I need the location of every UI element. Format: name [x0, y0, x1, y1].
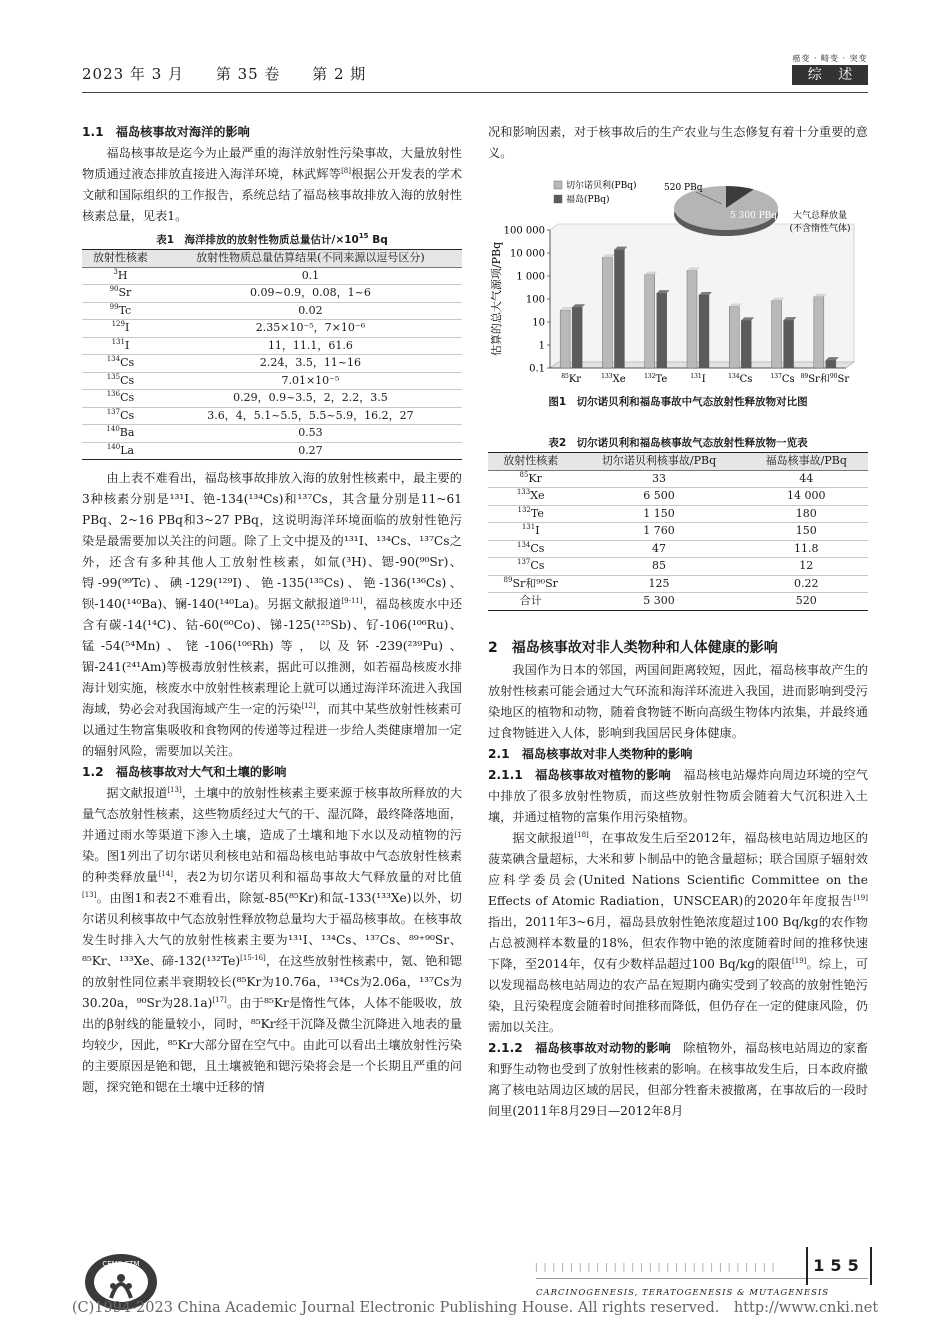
right-column-bottom [488, 634, 868, 1122]
page-number: 155 [806, 1247, 872, 1285]
table2-chernobyl-value: 5 300 [573, 593, 744, 611]
y-tick-label: 1 [538, 340, 545, 352]
y-tick-label: 100 000 [503, 225, 545, 237]
bar-fukushima [784, 320, 794, 368]
legend-swatch [554, 195, 562, 203]
bar-chernobyl [560, 310, 570, 368]
table2-block [488, 430, 868, 611]
journal-name-top: ▏▏▏▏▏▏▏▏▏▏▏▏▏▏▏▏▏▏▏▏▏▏▏▏▏▏▏▏ [536, 1263, 782, 1272]
legend-label: 切尔诺贝利(PBq) [566, 181, 637, 191]
paragraph-continued: 况和影响因素，对于核事故后的生产农业与生态修复有着十分重要的意义。 [488, 125, 868, 160]
x-tick-label: $^{132}$Te [644, 373, 668, 385]
bar-chernobyl [729, 307, 739, 368]
table1-row [82, 355, 462, 373]
table1-row [82, 425, 462, 443]
heading-2-1: 2.1 福岛核事故对非人类物种的影响 [488, 747, 693, 761]
paragraph-1-1: 福岛核事故是迄今为止最严重的海洋放射性污染事故，大量放射性物质通过液态排放直接进入海洋环境，林武辉等[8]根据公开发表的学术文献和国际组织的工作报告，系统总结了福岛核事故排放入海的放射性核素总量，见表1。 [82, 146, 463, 223]
paragraph-2-1-1b: 据文献报道[18]，在事故发生后至2012年，福岛核电站周边地区的菠菜碘含量超标，大米和萝卜制品中的铯含量超标；联合国原子辐射效应科学委员会(United Nations Scientific Committee on the Effects of Atomic Radiation，UNSCEAR)的2020年年度报告[19]指出，2011年3~6月，福岛县放射性铯浓度超过100 Bq/kg的农作物占总被测样本数量的18%，但农作物中铯的浓度随着时间的推移快速下降，至2014年，仅有少数样品超过100 Bq/kg的限值[19]。综上，可以发现福岛核电站周边的农产品在短期内确实受到了较高的放射性铯污染，且污染程度会随着时间推移而降低，但仍存在一定的健康风险，仍需加以关注。 [488, 831, 869, 1034]
copyright-notice: (C)1994-2023 China Academic Journal Electronic Publishing House. All rights reserved. http://www.cnki.net [71, 1300, 879, 1316]
heading-2: 2 福岛核事故对非人类物种和人体健康的影响 [488, 640, 778, 656]
bar-fukushima [572, 307, 582, 368]
table2-nuclide: $^{132}$Te [488, 505, 573, 523]
bar-fukushima [699, 295, 709, 368]
table2-chernobyl-value: 33 [573, 470, 744, 488]
figure1-chart [488, 178, 868, 410]
left-column [82, 122, 462, 1098]
table2-nuclide: $^{89}$Sr和⁹⁰Sr [488, 575, 573, 593]
table1-nuclide: $^{140}$La [82, 442, 159, 460]
table1-caption: 表1 海洋排放的放射性物质总量估计$/\times 10^{15}$ Bq [156, 232, 388, 246]
table2-nuclide: $^{85}$Kr [488, 470, 573, 488]
bar-chernobyl [687, 270, 697, 368]
table2-header-chernobyl: 切尔诺贝利核事故/PBq [573, 453, 744, 471]
table2-fukushima-value: 14 000 [745, 488, 868, 506]
table1 [82, 249, 462, 460]
table2-row [488, 470, 868, 488]
table2-fukushima-value: 12 [745, 558, 868, 576]
running-header [82, 64, 392, 85]
section-marker [792, 54, 868, 85]
table1-nuclide: $^{134}$Cs [82, 355, 159, 373]
table2-fukushima-value: 520 [745, 593, 868, 611]
table1-nuclide: $^{129}$I [82, 320, 159, 338]
table1-header-nuclide: 放射性核素 [82, 250, 159, 268]
legend-label: 福岛(PBq) [566, 195, 610, 205]
header-rule [82, 92, 868, 93]
y-tick-label: 1 000 [516, 271, 545, 283]
issue-number: 第 2 期 [312, 65, 367, 83]
bar-chernobyl [645, 275, 655, 368]
table2-chernobyl-value: 1 760 [573, 523, 744, 541]
paragraph-2-1-2: 2.1.2 福岛核事故对动物的影响 除植物外，福岛核电站周边的家畜和野生动物也受到了放射性核素的影响。在核事故发生后，日本政府撤离了核电站周边区域的居民，但部分牲畜未被撤离，在事故后的一段时间里(2011年8月29日—2012年8月 [488, 1041, 869, 1118]
table2-fukushima-value: 11.8 [745, 540, 868, 558]
table1-amount: 0.53 [159, 425, 462, 443]
table1-row [82, 372, 462, 390]
bar-fukushima [741, 320, 751, 368]
pie-label-chernobyl: 5 300 PBq [730, 211, 778, 221]
table2-fukushima-value: 150 [745, 523, 868, 541]
table1-row [82, 390, 462, 408]
table1-amount: 0.1 [159, 267, 462, 285]
table2-row [488, 488, 868, 506]
x-tick-label: $^{85}$Kr [561, 373, 582, 385]
table1-amount: 0.02 [159, 302, 462, 320]
section-label: 综 述 [792, 65, 868, 85]
table1-amount: 0.09~0.9，0.08，1~6 [159, 285, 462, 303]
y-tick-label: 100 [525, 294, 545, 306]
table1-row [82, 337, 462, 355]
table1-nuclide: $^{90}$Sr [82, 285, 159, 303]
table1-row [82, 407, 462, 425]
table1-nuclide: $^3$H [82, 267, 159, 285]
bar-chernobyl [772, 301, 782, 368]
table1-row [82, 285, 462, 303]
heading-1-2: 1.2 福岛核事故对大气和土壤的影响 [82, 765, 287, 779]
table2-nuclide: $^{134}$Cs [488, 540, 573, 558]
table1-amount: 7.01×10⁻⁵ [159, 372, 462, 390]
paragraph-1-2: 据文献报道[13]，土壤中的放射性核素主要来源于核事故所释放的大量气态放射性核素，这些物质经过大气的干、湿沉降，最终降落地面，并通过雨水等渠道下渗入土壤，造成了土壤和地下水以及动植物的污染。图1列出了切尔诺贝利核电站和福岛核电站事故中气态放射性核素的种类释放量[14]，表2为切尔诺贝利和福岛事故大气释放量的对比值[13]。由图1和表2不难看出，除氪-85(⁸⁵Kr)和氙-133(¹³³Xe)以外，切尔诺贝利核事故中气态放射性释放物总量均大于福岛核事故。在核事故发生时排入大气的放射性核素主要为¹³¹I、¹³⁴Cs、¹³⁷Cs、⁸⁹⁺⁹⁰Sr、⁸⁵Kr、¹³³Xe、碲-132(¹³²Te)[15-16]，在这些放射性核素中，氪、铯和锶的放射性同位素半衰期较长(⁸⁵Kr为10.76a，¹³⁴Cs为2.06a，¹³⁷Cs为30.20a，⁹⁰Sr为28.1a)[17]。由于⁸⁵Kr是惰性气体，人体不能吸收，放出的β射线的能量较小，同时，⁸⁵Kr经干沉降及微尘沉降进入地表的量均较少，因此，⁸⁵Kr大部分留在空气中。由此可以看出土壤放射性污染的主要原因是铯和锶，且土壤被铯和锶污染将会是一个长期且严重的问题，探究铯和锶在土壤中迁移的情 [82, 786, 463, 1094]
heading-1-1: 1.1 福岛核事故对海洋的影响 [82, 125, 250, 139]
right-column-top [488, 122, 868, 164]
table1-row [82, 320, 462, 338]
table2-caption: 表2 切尔诺贝利和福岛核事故气态放射性释放物一览表 [548, 437, 808, 449]
table2-row [488, 575, 868, 593]
pie-subtitle: (不含惰性气体) [789, 224, 851, 234]
table2 [488, 452, 868, 611]
table1-amount: 3.6，4，5.1~5.5，5.5~5.9，16.2，27 [159, 407, 462, 425]
table2-nuclide: 合计 [488, 593, 573, 611]
table2-nuclide: $^{133}$Xe [488, 488, 573, 506]
table1-amount: 0.27 [159, 442, 462, 460]
table2-row [488, 540, 868, 558]
x-tick-label: $^{89}$Sr和$^{90}$Sr [800, 373, 850, 385]
table2-chernobyl-value: 6 500 [573, 488, 744, 506]
table2-nuclide: $^{137}$Cs [488, 558, 573, 576]
bar-fukushima [826, 360, 836, 368]
paragraph-2: 我国作为日本的邻国，两国间距离较短，因此，福岛核事故产生的放射性核素可能会通过大气环流和海洋环流进入我国，进而影响到受污染地区的植物和动物，随着食物链不断向高级生物体内浓集，并最终通过食物链进入人体，影响到我国居民身体健康。 [488, 663, 868, 740]
table2-header-nuclide: 放射性核素 [488, 453, 573, 471]
table2-fukushima-value: 180 [745, 505, 868, 523]
table2-chernobyl-value: 125 [573, 575, 744, 593]
y-tick-label: 10 000 [510, 248, 545, 260]
table1-nuclide: $^{137}$Cs [82, 407, 159, 425]
bar-chernobyl [814, 297, 824, 368]
y-axis-label: 估算的总大气源项/PBq [490, 241, 503, 357]
table1-amount: 0.29，0.9~3.5，2，2.2，3.5 [159, 390, 462, 408]
table2-fukushima-value: 44 [745, 470, 868, 488]
journal-name: CARCINOGENESIS, TERATOGENESIS & MUTAGENESIS [536, 1288, 830, 1298]
legend-swatch [554, 181, 562, 189]
pie-title: 大气总释放量 [792, 211, 848, 221]
x-tick-label: $^{137}$Cs [770, 373, 795, 385]
y-tick-label: 0.1 [529, 363, 545, 375]
paragraph-1-1-discussion: 由上表不难看出，福岛核事故排放入海的放射性核素中，最主要的3种核素分别是¹³¹I、铯-134(¹³⁴Cs)和¹³⁷Cs，其含量分别是11~61 PBq、2~16 PBq和3~27 PBq，这说明海洋环境面临的放射性铯污染是最需要加以关注的问题。除了上文中提及的¹³¹I、¹³⁴Cs、¹³⁷Cs之外，还含有多种其他人工放射性核素，如氚(³H)、锶-90(⁹⁰Sr)、锝-99(⁹⁹Tc)、碘-129(¹²⁹I)、铯-135(¹³⁵Cs)、铯-136(¹³⁶Cs)、钡-140(¹⁴⁰Ba)、镧-140(¹⁴⁰La)。另据文献报道[9-11]，福岛核废水中还含有碳-14(¹⁴C)、钴-60(⁶⁰Co)、锑-125(¹²⁵Sb)、钌-106(¹⁰⁶Ru)、锰-54(⁵⁴Mn)、铑-106(¹⁰⁶Rh)等，以及钚-239(²³⁹Pu)、镅-241(²⁴¹Am)等极毒放射性核素，据此可以推测，如若福岛核废水排海计划实施，核废水中放射性核素理论上就可以通过海洋环流进入我国海域，势必会对我国海域产生一定的污染[12]，而其中某些放射性核素可以通过生物富集吸收和食物网的传递等过程进一步给人类健康增加一定的辐射风险，需要加以关注。 [82, 471, 463, 758]
bar-fukushima [657, 293, 667, 368]
paragraph-2-1-1: 2.1.1 福岛核事故对植物的影响 福岛核电站爆炸向周边环境的空气中排放了很多放射性物质，而这些放射性物质会随着大气沉积进入土壤，并通过植物的富集作用污染植物。 [488, 768, 869, 824]
table2-nuclide: $^{131}$I [488, 523, 573, 541]
x-tick-label: $^{133}$Xe [601, 373, 626, 385]
bar-chernobyl [602, 257, 612, 368]
x-tick-label: $^{131}$I [690, 373, 706, 385]
table2-chernobyl-value: 47 [573, 540, 744, 558]
section-tags: 癌变 · 畸变 · 突变 [792, 54, 868, 63]
logo-text: CEMS·CTM [102, 1260, 140, 1268]
table2-row [488, 523, 868, 541]
table2-chernobyl-value: 1 150 [573, 505, 744, 523]
table1-row [82, 267, 462, 285]
table2-row [488, 558, 868, 576]
table2-row [488, 593, 868, 611]
table2-header-fukushima: 福岛核事故/PBq [745, 453, 868, 471]
table1-nuclide: $^{131}$I [82, 337, 159, 355]
y-tick-label: 10 [532, 317, 545, 329]
table1-amount: 11，11.1，61.6 [159, 337, 462, 355]
figure1-caption: 图1 切尔诺贝利和福岛事故中气态放射性释放物对比图 [548, 396, 808, 408]
bar-fukushima [614, 250, 624, 368]
issue-volume: 第 35 卷 [215, 65, 281, 83]
table2-row [488, 505, 868, 523]
table1-nuclide: $^{136}$Cs [82, 390, 159, 408]
issue-date: 2023 年 3 月 [82, 65, 185, 83]
table1-nuclide: $^{135}$Cs [82, 372, 159, 390]
table1-nuclide: $^{140}$Ba [82, 425, 159, 443]
table1-row [82, 442, 462, 460]
pie-label-fukushima: 520 PBq [664, 183, 703, 193]
table1-nuclide: $^{99}$Tc [82, 302, 159, 320]
table1-amount: 2.24，3.5，11~16 [159, 355, 462, 373]
table1-row [82, 302, 462, 320]
table2-fukushima-value: 0.22 [745, 575, 868, 593]
table1-amount: 2.35×10⁻⁵，7×10⁻⁶ [159, 320, 462, 338]
table1-header-amount: 放射性物质总量估算结果(不同来源以逗号区分) [159, 250, 462, 268]
x-tick-label: $^{134}$Cs [728, 373, 753, 385]
table2-chernobyl-value: 85 [573, 558, 744, 576]
